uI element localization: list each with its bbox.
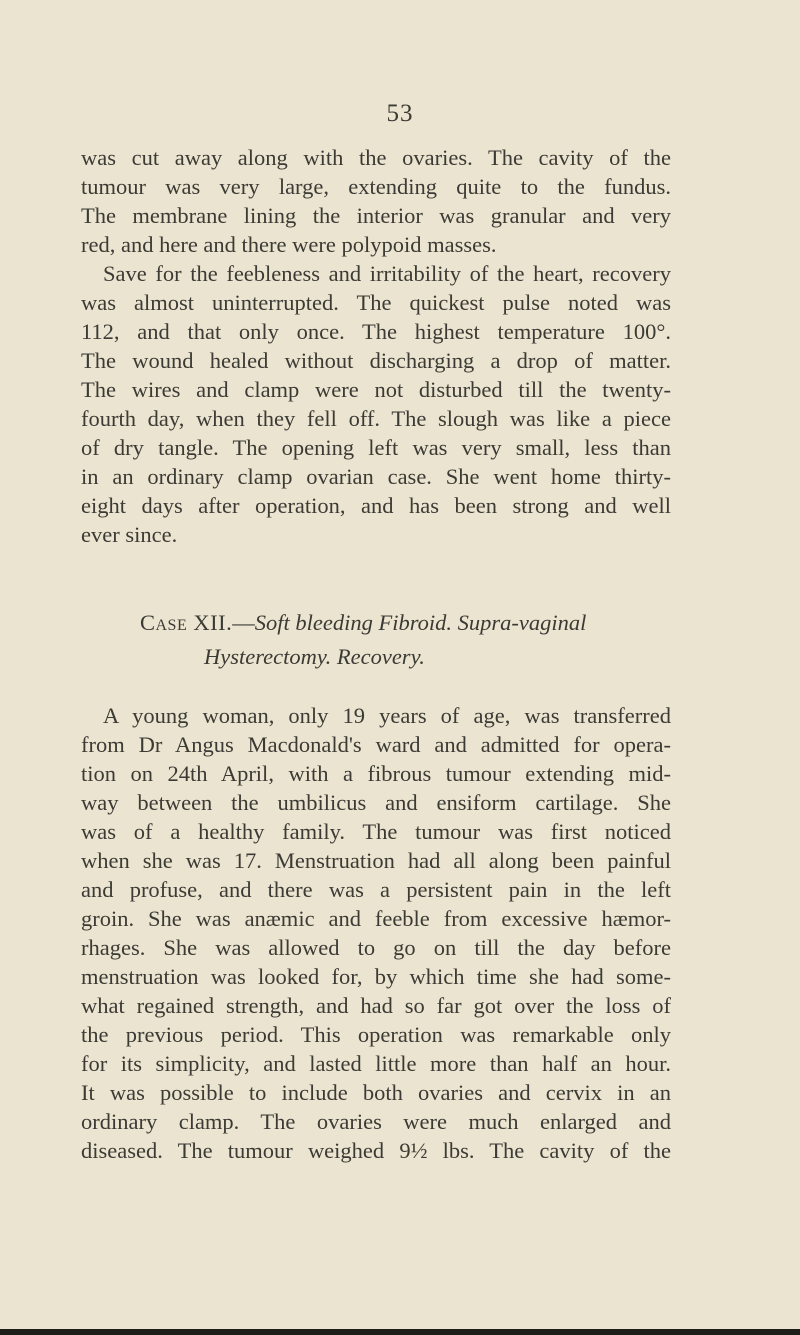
- scan-edge-bar: [0, 1329, 800, 1335]
- text-line: the previous period. This operation was remarkable only: [81, 1022, 671, 1047]
- text-line: in an ordinary clamp ovarian case. She went home thirty-: [81, 464, 671, 489]
- text-line: 112, and that only once. The highest temperature 100°.: [81, 319, 671, 344]
- text-line: when she was 17. Menstruation had all along been painful: [81, 848, 671, 873]
- text-line: ever since.: [81, 522, 178, 547]
- paragraph-continued: [81, 143, 671, 259]
- heading-dash: —: [232, 610, 255, 635]
- text-line: and profuse, and there was a persistent pain in the left: [81, 877, 671, 902]
- case-title: Soft bleeding Fibroid. Supra-vaginal: [254, 610, 587, 635]
- text-line: ordinary clamp. The ovaries were much enlarged and: [81, 1109, 671, 1134]
- case-label: Case XII.: [140, 610, 233, 635]
- page-number: 53: [386, 100, 414, 127]
- text-line: diseased. The tumour weighed 9½ lbs. The cavity of the: [81, 1138, 671, 1163]
- text-line: was of a healthy family. The tumour was first noticed: [81, 819, 671, 844]
- text-line: The membrane lining the interior was granular and very: [81, 203, 671, 228]
- text-line: what regained strength, and had so far got over the loss of: [81, 993, 671, 1018]
- text-line: fourth day, when they fell off. The slough was like a piece: [81, 406, 671, 431]
- text-line: The wires and clamp were not disturbed till the twenty-: [81, 377, 671, 402]
- text-line: way between the umbilicus and ensiform cartilage. She: [81, 790, 671, 815]
- text-line: Save for the feebleness and irritability of the heart, recovery: [103, 261, 671, 286]
- text-line: The wound healed without discharging a drop of matter.: [81, 348, 671, 373]
- text-line: eight days after operation, and has been strong and well: [81, 493, 671, 518]
- text-line: for its simplicity, and lasted little more than half an hour.: [81, 1051, 671, 1076]
- text-line: red, and here and there were polypoid masses.: [81, 232, 497, 257]
- case-heading-line-1: [81, 606, 671, 640]
- paragraph-case-description: [81, 701, 671, 1165]
- text-line: groin. She was anæmic and feeble from excessive hæmor-: [81, 906, 671, 931]
- text-line: menstruation was looked for, by which time she had some-: [81, 964, 671, 989]
- text-line: of dry tangle. The opening left was very small, less than: [81, 435, 671, 460]
- case-heading: [81, 606, 671, 674]
- text-line: was cut away along with the ovaries. The cavity of the: [81, 145, 671, 170]
- text-line: It was possible to include both ovaries and cervix in an: [81, 1080, 671, 1105]
- text-line: tion on 24th April, with a fibrous tumour extending mid-: [81, 761, 671, 786]
- text-line: from Dr Angus Macdonald's ward and admitted for opera-: [81, 732, 671, 757]
- case-heading-line-2: Hysterectomy. Recovery.: [204, 644, 425, 669]
- paragraph-recovery: [81, 259, 671, 549]
- text-line: was almost uninterrupted. The quickest pulse noted was: [81, 290, 671, 315]
- text-line: rhages. She was allowed to go on till the day before: [81, 935, 671, 960]
- text-line: A young woman, only 19 years of age, was transferred: [103, 703, 671, 728]
- text-line: tumour was very large, extending quite to the fundus.: [81, 174, 671, 199]
